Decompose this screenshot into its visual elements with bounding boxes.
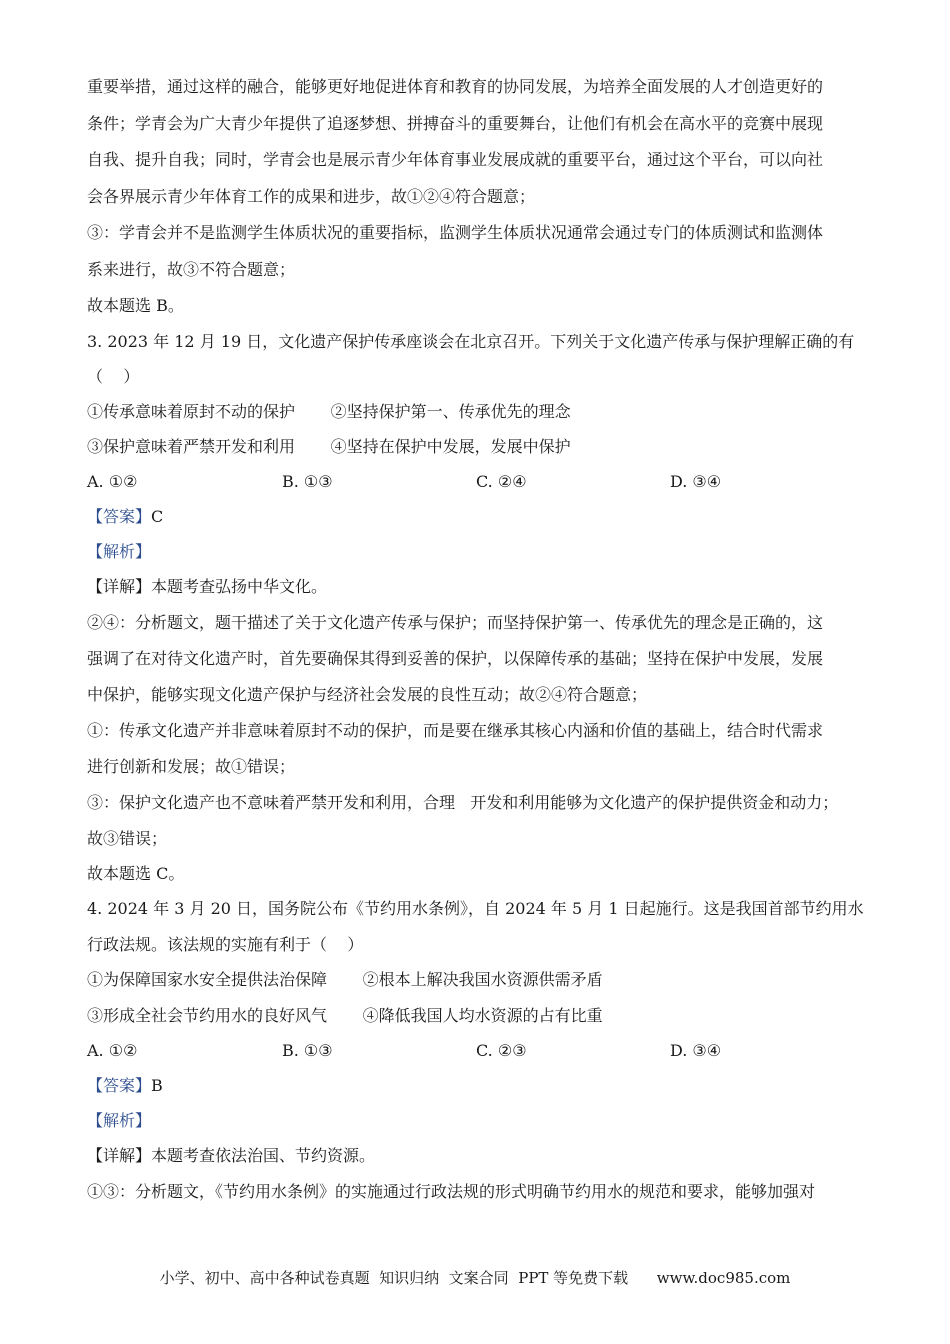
q4-detail: 【详解】本题考查依法治国、节约资源。	[87, 1146, 376, 1165]
question-4-statements: ③形成全社会节约用水的良好风气 ④降低我国人均水资源的占有比重	[87, 1006, 603, 1025]
body-line: ①③：分析题文，《节约用水条例》的实施通过行政法规的形式明确节约用水的规范和要求，能够加强对	[87, 1182, 816, 1201]
body-line: 自我、提升自我；同时，学青会也是展示青少年体育事业发展成就的重要平台，通过这个平台，可以向社	[87, 150, 824, 169]
body-line: 故本题选 B。	[87, 296, 184, 315]
body-line: ①：传承文化遗产并非意味着原封不动的保护，而是要在继承其核心内涵和价值的基础上，结合时代需求	[87, 721, 824, 740]
body-line: 中保护，能够实现文化遗产保护与经济社会发展的良性互动；故②④符合题意；	[87, 685, 648, 704]
body-line: 系来进行，故③不符合题意；	[87, 260, 296, 279]
q4-option-d: D. ③④	[670, 1041, 722, 1060]
answer-value: C	[151, 507, 164, 526]
q3-option-d: D. ③④	[670, 472, 722, 491]
body-line: ③：学青会并不是监测学生体质状况的重要指标，监测学生体质状况通常会通过专门的体质测试和监测体	[87, 223, 824, 242]
body-line: ②④：分析题文，题干描述了关于文化遗产传承与保护；而坚持保护第一、传承优先的理念是正确的，这	[87, 613, 824, 632]
question-4-statements: ①为保障国家水安全提供法治保障 ②根本上解决我国水资源供需矛盾	[87, 970, 603, 989]
q3-analysis-tag: 【解析】	[87, 542, 152, 561]
question-3-bracket: （ ）	[87, 367, 140, 386]
question-4-stem: 行政法规。该法规的实施有利于（ ）	[87, 935, 364, 954]
body-line: ③：保护文化遗产也不意味着严禁开发和利用，合理 开发和利用能够为文化遗产的保护提供资金和动力；	[87, 793, 839, 812]
answer-tag: 【答案】	[87, 507, 152, 526]
body-line: 故本题选 C。	[87, 864, 185, 883]
q4-option-a: A. ①②	[87, 1041, 138, 1060]
body-line: 进行创新和发展；故①错误；	[87, 757, 296, 776]
question-3-statements: ③保护意味着严禁开发和利用 ④坚持在保护中发展，发展中保护	[87, 437, 571, 456]
page-footer: 小学、初中、高中各种试卷真题 知识归纳 文案合同 PPT 等免费下载 www.doc985.com	[159, 1269, 791, 1287]
answer-tag: 【答案】	[87, 1076, 152, 1095]
q3-answer	[87, 506, 163, 528]
q3-option-a: A. ①②	[87, 472, 138, 491]
q4-option-b: B. ①③	[282, 1041, 333, 1060]
q4-analysis-tag: 【解析】	[87, 1111, 152, 1130]
answer-value: B	[151, 1076, 163, 1095]
body-line: 故③错误；	[87, 829, 168, 848]
body-line: 重要举措，通过这样的融合，能够更好地促进体育和教育的协同发展，为培养全面发展的人才创造更好的	[87, 77, 824, 96]
body-line: 会各界展示青少年体育工作的成果和进步，故①②④符合题意；	[87, 187, 536, 206]
body-line: 强调了在对待文化遗产时，首先要确保其得到妥善的保护，以保障传承的基础；坚持在保护中发展，发展	[87, 649, 824, 668]
q3-detail: 【详解】本题考查弘扬中华文化。	[87, 577, 328, 596]
q3-option-c: C. ②④	[476, 472, 527, 491]
q4-option-c: C. ②③	[476, 1041, 527, 1060]
question-3-stem: 3. 2023 年 12 月 19 日，文化遗产保护传承座谈会在北京召开。下列关于文化遗产传承与保护理解正确的有	[87, 332, 855, 351]
question-3-statements: ①传承意味着原封不动的保护 ②坚持保护第一、传承优先的理念	[87, 402, 571, 421]
q4-answer	[87, 1075, 163, 1097]
body-line: 条件；学青会为广大青少年提供了追逐梦想、拼搏奋斗的重要舞台，让他们有机会在高水平的竞赛中展现	[87, 114, 824, 133]
question-4-stem: 4. 2024 年 3 月 20 日，国务院公布《节约用水条例》，自 2024 年 5 月 1 日起施行。这是我国首部节约用水	[87, 899, 864, 918]
q3-option-b: B. ①③	[282, 472, 333, 491]
